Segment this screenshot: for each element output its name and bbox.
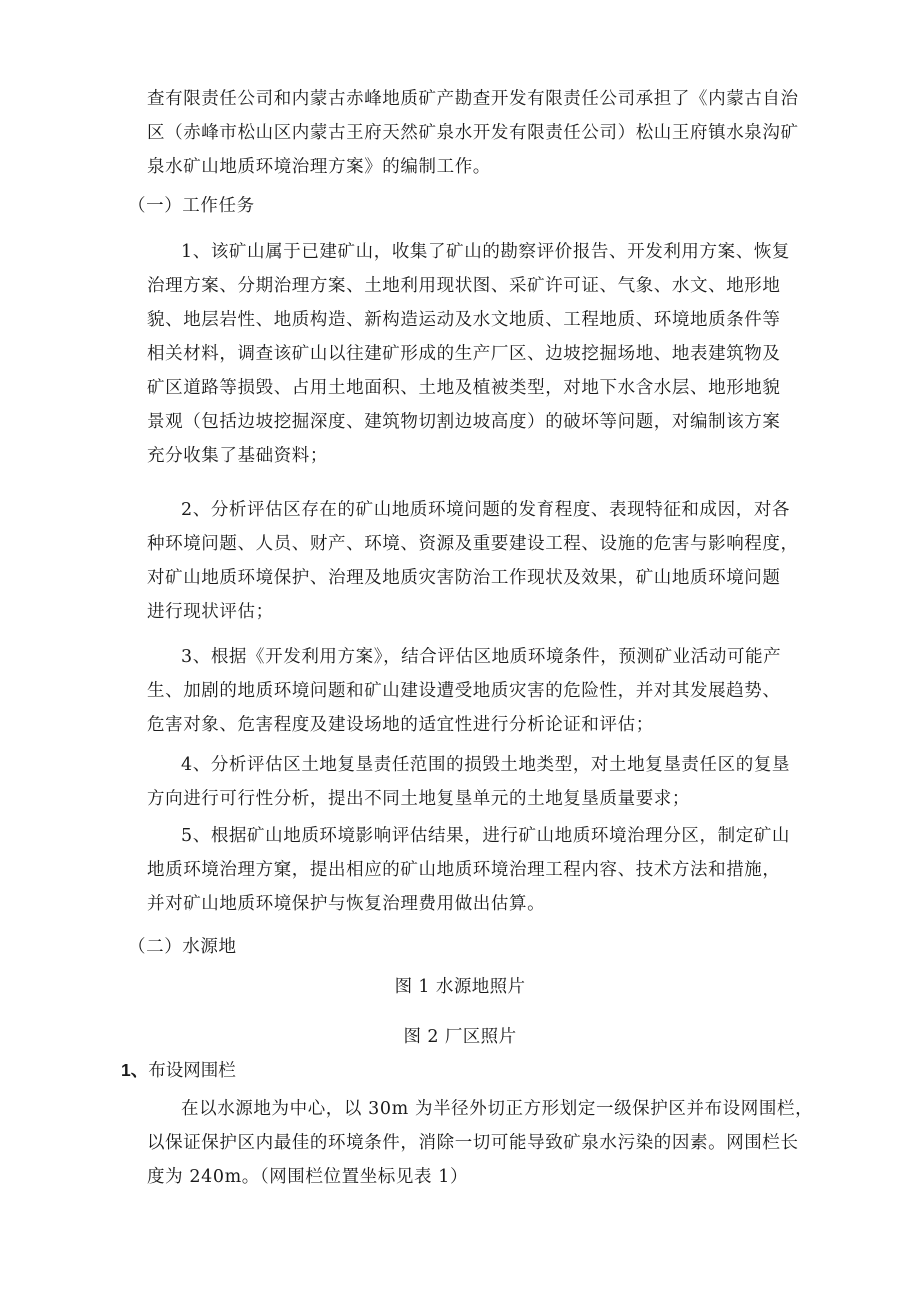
task-line: 对矿山地质环境保护、治理及地质灾害防治工作现状及效果，矿山地质环境问题 <box>147 568 781 588</box>
fence-paragraph <box>147 1092 814 1194</box>
task-line: 充分收集了基础资料； <box>147 446 328 466</box>
intro-paragraph <box>147 82 799 184</box>
task-line: 生、加剧的地质环境问题和矿山建设遭受地质灾害的危险性，并对其发展趋势、 <box>147 681 781 701</box>
task-line: 治理方案、分期治理方案、土地利用现状图、采矿许可证、气象、水文、地形地 <box>147 276 781 296</box>
task-line: 5、根据矿山地质环境影响评估结果，进行矿山地质环境治理分区，制定矿山 <box>181 826 791 846</box>
task-line: 进行现状评估； <box>147 602 274 622</box>
task-line: 景观（包括边坡挖掘深度、建筑物切割边坡高度）的破坏等问题，对编制该方案 <box>147 412 781 432</box>
task-item-2 <box>147 493 799 629</box>
subsection-number: 1、 <box>121 1060 149 1080</box>
task-line: 貌、地层岩性、地质构造、新构造运动及水文地质、工程地质、环境地质条件等 <box>147 310 781 330</box>
task-line: 4、分析评估区土地复垦责任范围的损毁土地类型，对土地复垦责任区的复垦 <box>181 755 791 775</box>
task-line: 危害对象、危害程度及建设场地的适宜性进行分析论证和评估； <box>147 715 654 735</box>
task-line: 相关材料，调查该矿山以往建矿形成的生产厂区、边坡挖掘场地、地表建筑物及 <box>147 344 781 364</box>
figure-1-caption: 图 1 水源地照片 <box>394 977 526 997</box>
task-line: 并对矿山地质环境保护与恢复治理费用做出估算。 <box>147 894 546 914</box>
figure-2-caption: 图 2 厂区照片 <box>403 1027 517 1047</box>
fence-line: 以保证保护区内最佳的环境条件，消除一切可能导致矿泉水污染的因素。网围栏长 <box>147 1133 799 1153</box>
task-line: 方向进行可行性分析，提出不同土地复垦单元的土地复垦质量要求； <box>147 789 690 809</box>
task-line: 2、分析评估区存在的矿山地质环境问题的发育程度、表现特征和成因，对各 <box>181 500 791 520</box>
section-heading-work-tasks: （一）工作任务 <box>128 196 255 216</box>
task-item-5 <box>147 819 791 921</box>
task-line: 矿区道路等损毁、占用土地面积、土地及植被类型，对地下水含水层、地形地貌 <box>147 378 781 398</box>
intro-line: 区（赤峰市松山区内蒙古王府天然矿泉水开发有限责任公司）松山王府镇水泉沟矿 <box>147 123 799 143</box>
intro-line: 查有限责任公司和内蒙古赤峰地质矿产勘查开发有限责任公司承担了《内蒙古自治 <box>147 89 799 109</box>
subsection-heading-fence <box>121 1053 236 1088</box>
fence-line: 度为 240m。（网围栏位置坐标见表 1） <box>147 1167 469 1187</box>
task-item-1 <box>147 235 791 473</box>
task-item-4 <box>147 748 791 816</box>
task-line: 3、根据《开发利用方案》，结合评估区地质环境条件，预测矿业活动可能产 <box>181 647 782 667</box>
subsection-title: 布设网围栏 <box>148 1061 236 1081</box>
task-item-3 <box>147 640 787 742</box>
task-line: 1、该矿山属于已建矿山，收集了矿山的勘察评价报告、开发利用方案、恢复 <box>181 242 791 262</box>
task-line: 种环境问题、人员、财产、环境、资源及重要建设工程、设施的危害与影响程度， <box>147 534 799 554</box>
section-heading-water-source: （二）水源地 <box>128 937 237 957</box>
fence-line: 在以水源地为中心，以 30m 为半径外切正方形划定一级保护区并布设网围栏， <box>181 1099 814 1119</box>
intro-line: 泉水矿山地质环境治理方案》的编制工作。 <box>147 157 491 177</box>
task-line: 地质环境治理方窠，提出相应的矿山地质环境治理工程内容、技术方法和措施， <box>147 860 781 880</box>
